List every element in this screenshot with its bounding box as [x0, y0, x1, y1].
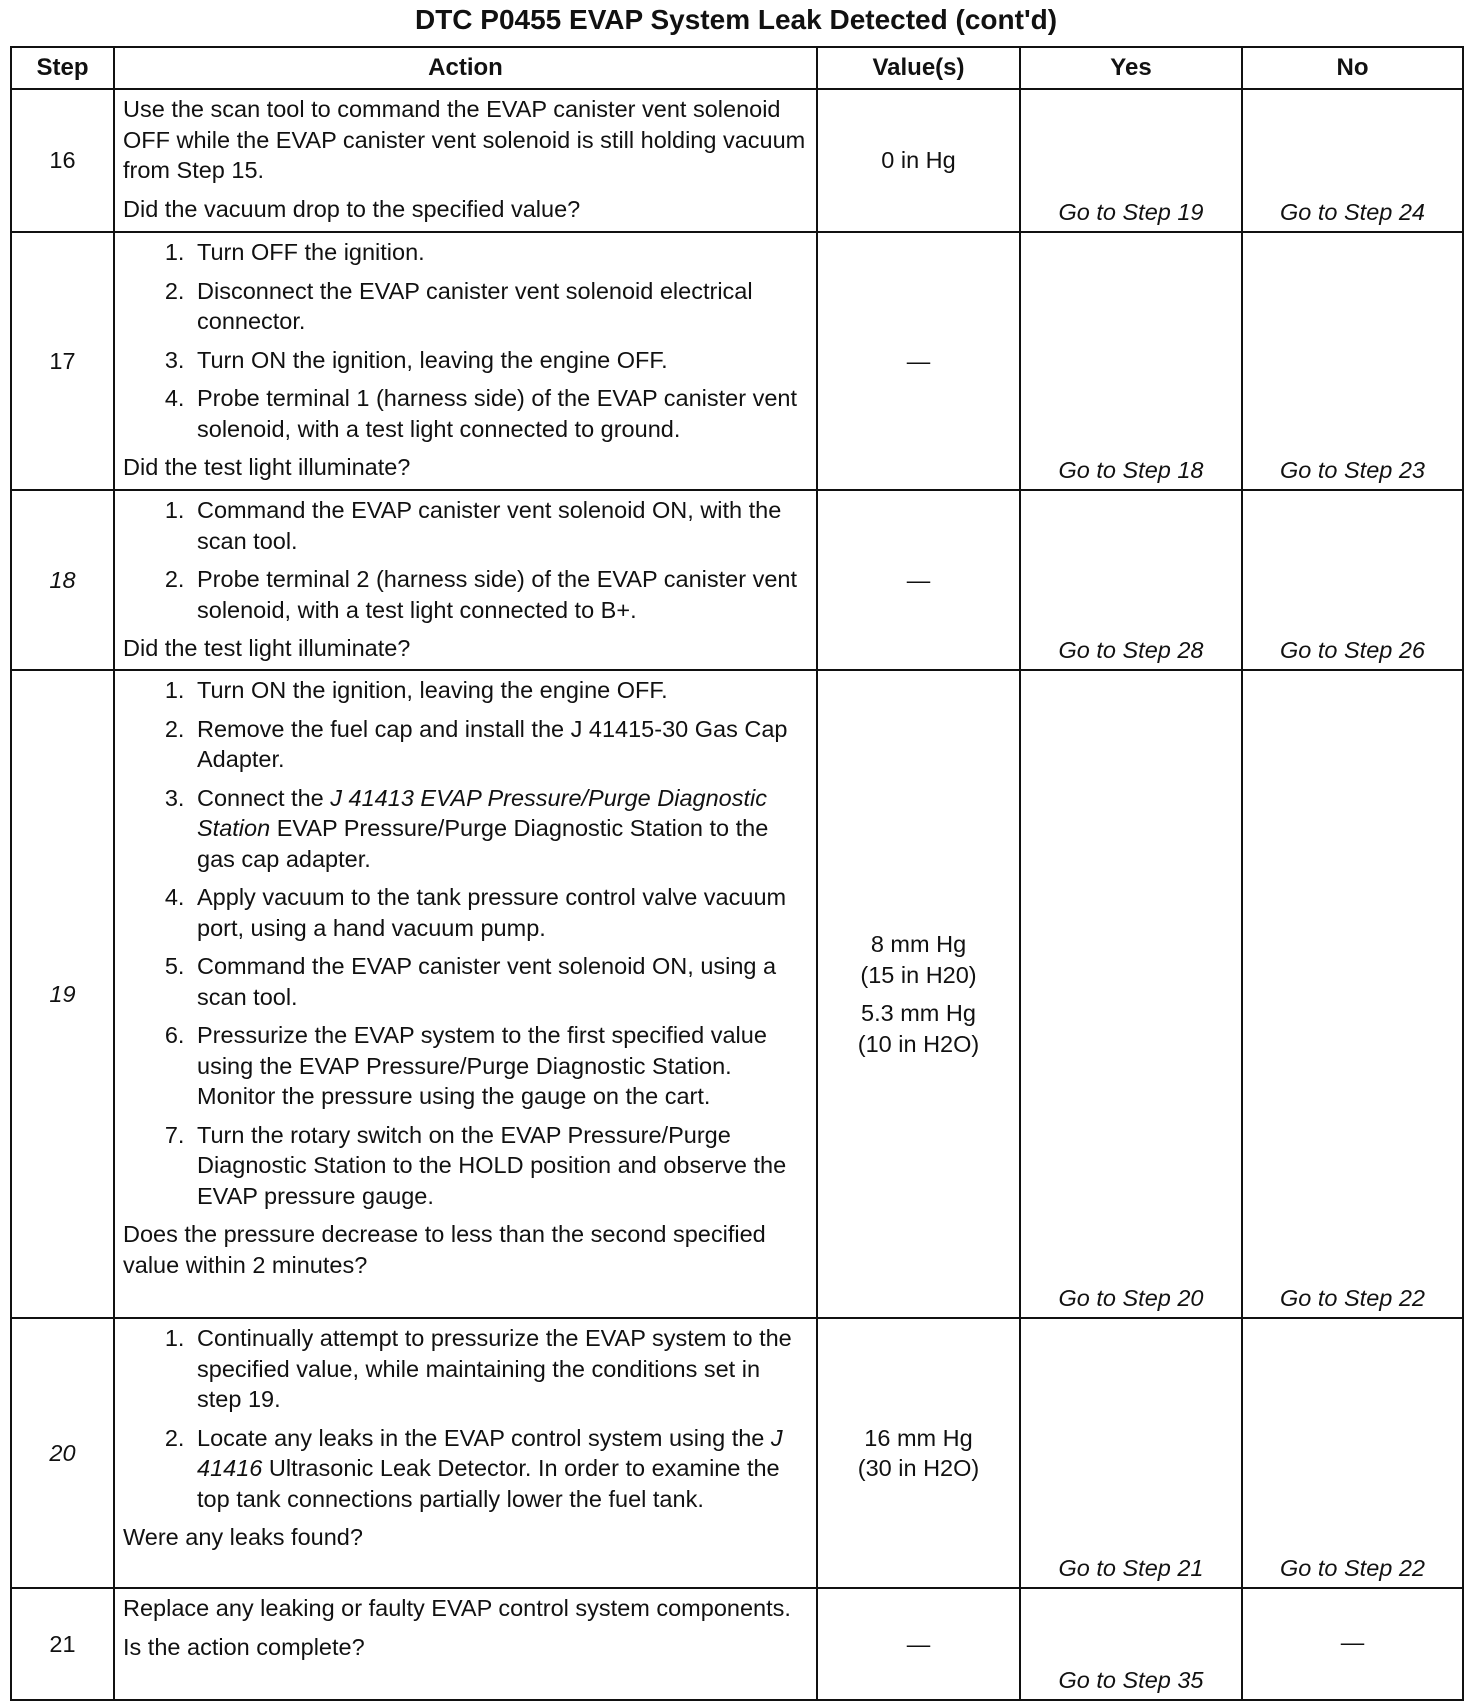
action-text: Use the scan tool to command the EVAP canister vent solenoid OFF while the EVAP canister vent solenoid is still holding vacuum from Step 15. — [123, 96, 806, 183]
header-step: Step — [11, 47, 114, 89]
action-question: Did the vacuum drop to the specified value? — [123, 195, 581, 222]
step-number: 16 — [11, 89, 114, 232]
action-question: Did the test light illuminate? — [123, 454, 411, 480]
yes-link[interactable]: Go to Step 21 — [1020, 1318, 1242, 1588]
action-cell — [114, 670, 817, 1318]
step-number: 19 — [11, 670, 114, 1318]
value-text: 8 mm Hg — [870, 931, 967, 957]
list-item: 2. Probe terminal 2 (harness side) of the EVAP canister vent solenoid, with a test light connected to B+. — [191, 564, 808, 625]
value-text: (15 in H20) — [860, 961, 977, 988]
no-value: — — [1242, 1588, 1463, 1700]
action-cell — [114, 490, 817, 670]
header-no: No — [1242, 47, 1463, 89]
no-link[interactable]: Go to Step 22 — [1242, 670, 1463, 1318]
table-row — [11, 1318, 1463, 1588]
list-item: 1. Continually attempt to pressurize the EVAP system to the specified value, while maintaining the conditions set in step 19. — [191, 1323, 808, 1415]
list-item-text: EVAP Pressure/Purge Diagnostic Station to the gas cap adapter. — [197, 815, 769, 872]
table-row — [11, 89, 1463, 232]
list-item — [191, 1423, 808, 1515]
page-title: DTC P0455 EVAP System Leak Detected (cont'd) — [414, 4, 1058, 35]
action-question: Did the test light illuminate? — [123, 635, 411, 661]
header-action: Action — [114, 47, 817, 89]
step-number: 17 — [11, 232, 114, 490]
list-item — [191, 783, 808, 875]
value-cell — [817, 89, 1020, 232]
action-question: Were any leaks found? — [123, 1524, 363, 1550]
step-number: 18 — [11, 490, 114, 670]
table-row — [11, 232, 1463, 490]
list-item: 1. Turn ON the ignition, leaving the engine OFF. — [191, 675, 808, 706]
action-cell — [114, 1588, 817, 1700]
value-cell — [817, 232, 1020, 490]
tool-name: J 41416 — [197, 1424, 783, 1481]
list-item-text: Ultrasonic Leak Detector. In order to examine the top tank connections partially lower the fuel tank. — [197, 1455, 780, 1512]
action-cell — [114, 1318, 817, 1588]
step-number: 21 — [11, 1588, 114, 1700]
value-text: (10 in H2O) — [857, 1030, 980, 1057]
action-question: Is the action complete? — [123, 1633, 365, 1660]
list-item: 4. Apply vacuum to the tank pressure control valve vacuum port, using a hand vacuum pump. — [191, 882, 808, 943]
list-item: 2. Disconnect the EVAP canister vent solenoid electrical connector. — [191, 276, 808, 337]
yes-link[interactable]: Go to Step 19 — [1020, 89, 1242, 232]
list-item: 7. Turn the rotary switch on the EVAP Pressure/Purge Diagnostic Station to the HOLD position and observe the EVAP pressure gauge. — [191, 1120, 808, 1212]
list-item-text: Connect the — [197, 784, 331, 811]
value-cell — [817, 490, 1020, 670]
value-text: — — [906, 566, 931, 593]
table-row — [11, 670, 1463, 1318]
table-row — [11, 1588, 1463, 1700]
no-link[interactable]: Go to Step 23 — [1242, 232, 1463, 490]
list-item: 3. Turn ON the ignition, leaving the engine OFF. — [191, 345, 808, 376]
value-text: 16 mm Hg — [864, 1424, 973, 1451]
no-link[interactable]: Go to Step 22 — [1242, 1318, 1463, 1588]
list-item: 5. Command the EVAP canister vent solenoid ON, using a scan tool. — [191, 951, 808, 1012]
value-text: (30 in H2O) — [857, 1455, 980, 1481]
list-item: 1. Command the EVAP canister vent solenoid ON, with the scan tool. — [191, 495, 808, 556]
step-number: 20 — [11, 1318, 114, 1588]
action-list — [123, 675, 808, 1211]
no-link[interactable]: Go to Step 24 — [1242, 89, 1463, 232]
tool-name: J 41413 EVAP Pressure/Purge Diagnostic Station — [197, 784, 768, 841]
header-row — [11, 47, 1463, 89]
list-item: 6. Pressurize the EVAP system to the first specified value using the EVAP Pressure/Purge Diagnostic Station. Monitor the pressure using the gauge on the cart. — [191, 1020, 808, 1112]
header-values: Value(s) — [817, 47, 1020, 89]
action-list — [123, 495, 808, 625]
value-text: — — [906, 347, 931, 374]
list-item-text: Locate any leaks in the EVAP control system using the — [197, 1424, 771, 1451]
action-text: Replace any leaking or faulty EVAP control system components. — [123, 1595, 791, 1621]
yes-link[interactable]: Go to Step 20 — [1020, 670, 1242, 1318]
value-text: — — [906, 1630, 931, 1657]
yes-link[interactable]: Go to Step 28 — [1020, 490, 1242, 670]
diagnostic-table — [10, 46, 1464, 1701]
table-row — [11, 490, 1463, 670]
action-cell — [114, 89, 817, 232]
yes-link[interactable]: Go to Step 35 — [1020, 1588, 1242, 1700]
action-list — [123, 237, 808, 444]
list-item: 2. Remove the fuel cap and install the J 41415-30 Gas Cap Adapter. — [191, 714, 808, 775]
action-cell — [114, 232, 817, 490]
value-text: 5.3 mm Hg — [861, 1000, 976, 1026]
yes-link[interactable]: Go to Step 18 — [1020, 232, 1242, 490]
action-question: Does the pressure decrease to less than the second specified value within 2 minutes? — [123, 1221, 766, 1278]
value-cell — [817, 670, 1020, 1318]
list-item: 4. Probe terminal 1 (harness side) of the EVAP canister vent solenoid, with a test light connected to ground. — [191, 383, 808, 444]
value-text: 0 in Hg — [881, 147, 956, 174]
header-yes: Yes — [1020, 47, 1242, 89]
no-link[interactable]: Go to Step 26 — [1242, 490, 1463, 670]
action-list — [123, 1323, 808, 1514]
value-cell — [817, 1588, 1020, 1700]
list-item: 1. Turn OFF the ignition. — [191, 237, 808, 268]
value-cell — [817, 1318, 1020, 1588]
